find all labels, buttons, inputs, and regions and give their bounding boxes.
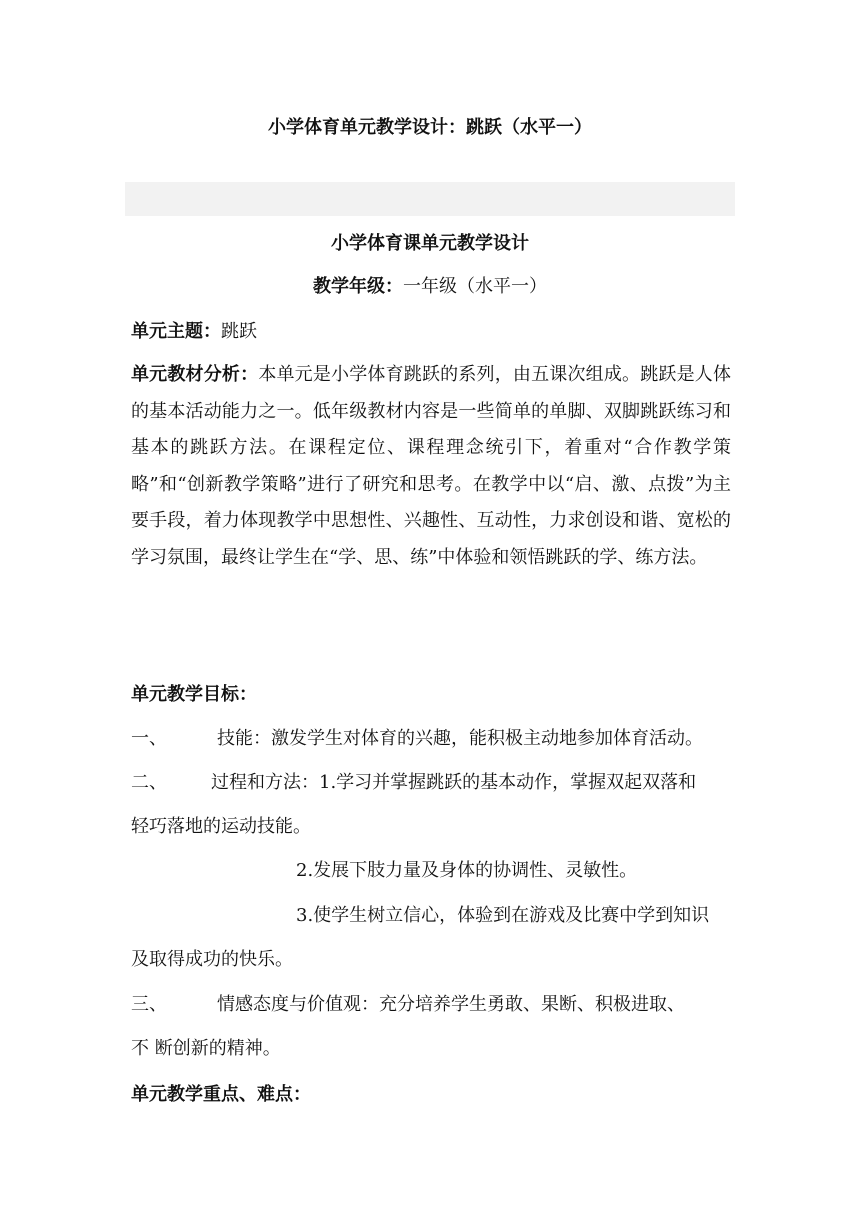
- goal-2-text: 过程和方法：1.学习并掌握跳跃的基本动作，掌握双起双落和: [211, 772, 697, 793]
- theme-label: 单元主题：: [131, 321, 221, 342]
- shaded-band: [125, 182, 735, 216]
- grade-value: 一年级（水平一）: [403, 276, 547, 297]
- analysis-paragraph: [131, 357, 731, 576]
- theme-value: 跳跃: [221, 321, 257, 342]
- document-title: 小学体育单元教学设计：跳跃（水平一）: [268, 117, 592, 138]
- grade-label: 教学年级：: [313, 276, 403, 297]
- goal-3-continued: 不 断创新的精神。: [131, 1038, 281, 1059]
- goals-heading: 单元教学目标：: [131, 684, 257, 705]
- analysis-label: 单元教材分析：: [131, 364, 259, 385]
- key-points-heading: 单元教学重点、难点：: [131, 1084, 311, 1105]
- goal-2-number: 二、: [131, 772, 167, 793]
- goal-1: [131, 724, 703, 750]
- goal-2-continued: 轻巧落地的运动技能。: [131, 816, 311, 837]
- goal-2: [131, 768, 696, 794]
- goal-1-number: 一、: [131, 728, 167, 749]
- goal-3-number: 三、: [131, 994, 167, 1015]
- theme-line: [131, 317, 257, 343]
- goal-3-text: 情感态度与价值观：充分培养学生勇敢、果断、积极进取、: [217, 994, 685, 1015]
- grade-line: [0, 272, 860, 298]
- goal-3: [131, 990, 685, 1016]
- goal-2-item-3: 3.使学生树立信心，体验到在游戏及比赛中学到知识: [296, 905, 710, 926]
- goal-2-item-3-continued: 及取得成功的快乐。: [131, 949, 293, 970]
- subtitle: 小学体育课单元教学设计: [331, 233, 529, 254]
- goal-1-text: 技能：激发学生对体育的兴趣，能积极主动地参加体育活动。: [217, 728, 703, 749]
- analysis-text: 本单元是小学体育跳跃的系列，由五课次组成。跳跃是人体的基本活动能力之一。低年级教材内容是一些简单的单脚、双脚跳跃练习和基本的跳跃方法。在课程定位、课程理念统引下，着重对“合作教学策略”和“创新教学策略”进行了研究和思考。在教学中以“启、激、点拨”为主要手段，着力体现教学中思想性、兴趣性、互动性，力求创设和谐、宽松的学习氛围，最终让学生在“学、思、练”中体验和领悟跳跃的学、练方法。: [131, 364, 731, 568]
- goal-2-item-2: 2.发展下肢力量及身体的协调性、灵敏性。: [296, 860, 638, 881]
